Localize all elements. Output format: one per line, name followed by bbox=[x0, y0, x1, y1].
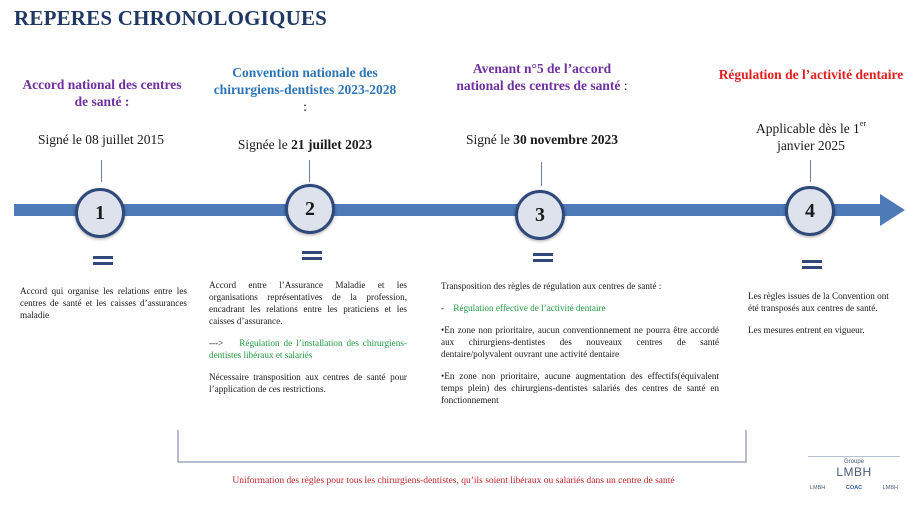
milestone-2-date: Signée le 21 juillet 2023 bbox=[237, 137, 373, 152]
footer-note: Uniformation des règles pour tous les chirurgiens-dentistes, qu’ils soient libéraux ou salariés dans un centre de santé bbox=[232, 476, 675, 486]
logo-sub-mid: COAC bbox=[845, 485, 863, 491]
milestone-3-description: Transposition des règles de régulation aux centres de santé : - Régulation effective de l’activité dentaire •En zone non prioritaire, aucun conventionnement ne pourra être accordé aux chirurgiens-dentistes des nouveaux centres de santé dentaire/polyvalent ouvrant une activité dentaire •En zone non prioritaire, aucune augmentation des effectifs(équivalent temps plein) des chirurgiens-dentistes salariés des centres de santé en fonctionnement bbox=[441, 281, 719, 405]
milestone-4-heading: Régulation de l’activité dentaire bbox=[718, 67, 904, 82]
page-title: REPERES CHRONOLOGIQUES bbox=[14, 6, 328, 30]
milestone-2-highlight: Régulation de l’installation des chirurgiens-dentistes libéraux et salariés bbox=[209, 338, 407, 360]
milestone-4-description: Les règles issues de la Convention ont été transposés aux centres de santé. Les mesures entrent en vigueur. bbox=[748, 291, 889, 335]
milestone-4-date: Applicable dès le 1er janvier 2025 bbox=[755, 119, 867, 153]
milestone-3-date: Signé le 30 novembre 2023 bbox=[466, 132, 618, 147]
milestone-3-heading: Avenant n°5 de l’accord national des centres de santé : bbox=[456, 61, 628, 93]
milestone-4-circle: 4 bbox=[785, 186, 835, 236]
milestone-2-circle: 2 bbox=[285, 184, 335, 234]
milestone-1-date: Signé le 08 juillet 2015 bbox=[38, 132, 164, 147]
milestone-3-highlight: Régulation effective de l’activité dentaire bbox=[453, 303, 606, 313]
company-logo: Groupe LMBH LMBH COAC LMBH bbox=[808, 456, 900, 503]
milestone-1-description: Accord qui organise les relations entre les centres de santé et les caisses d’assurances maladie bbox=[20, 286, 187, 320]
milestone-2-heading: Convention nationale des chirurgiens-dentistes 2023-2028 : bbox=[213, 65, 397, 114]
logo-sub-right: LMBH bbox=[882, 485, 898, 491]
milestone-2-description: Accord entre l’Assurance Maladie et les organisations représentatives de la profession, encadrant les relations entre les praticiens et les caisses d’assurance. ---> Régulation de l’installation des chirurgiens-dentistes libéraux et salariés Nécessaire transposition aux centres de santé pour l’application de ces restrictions. bbox=[209, 280, 407, 394]
milestone-1-heading: Accord national des centres de santé : bbox=[22, 77, 182, 109]
milestone-1-circle: 1 bbox=[75, 188, 125, 238]
milestone-3-circle: 3 bbox=[515, 190, 565, 240]
logo-sub-left: LMBH bbox=[810, 485, 826, 491]
